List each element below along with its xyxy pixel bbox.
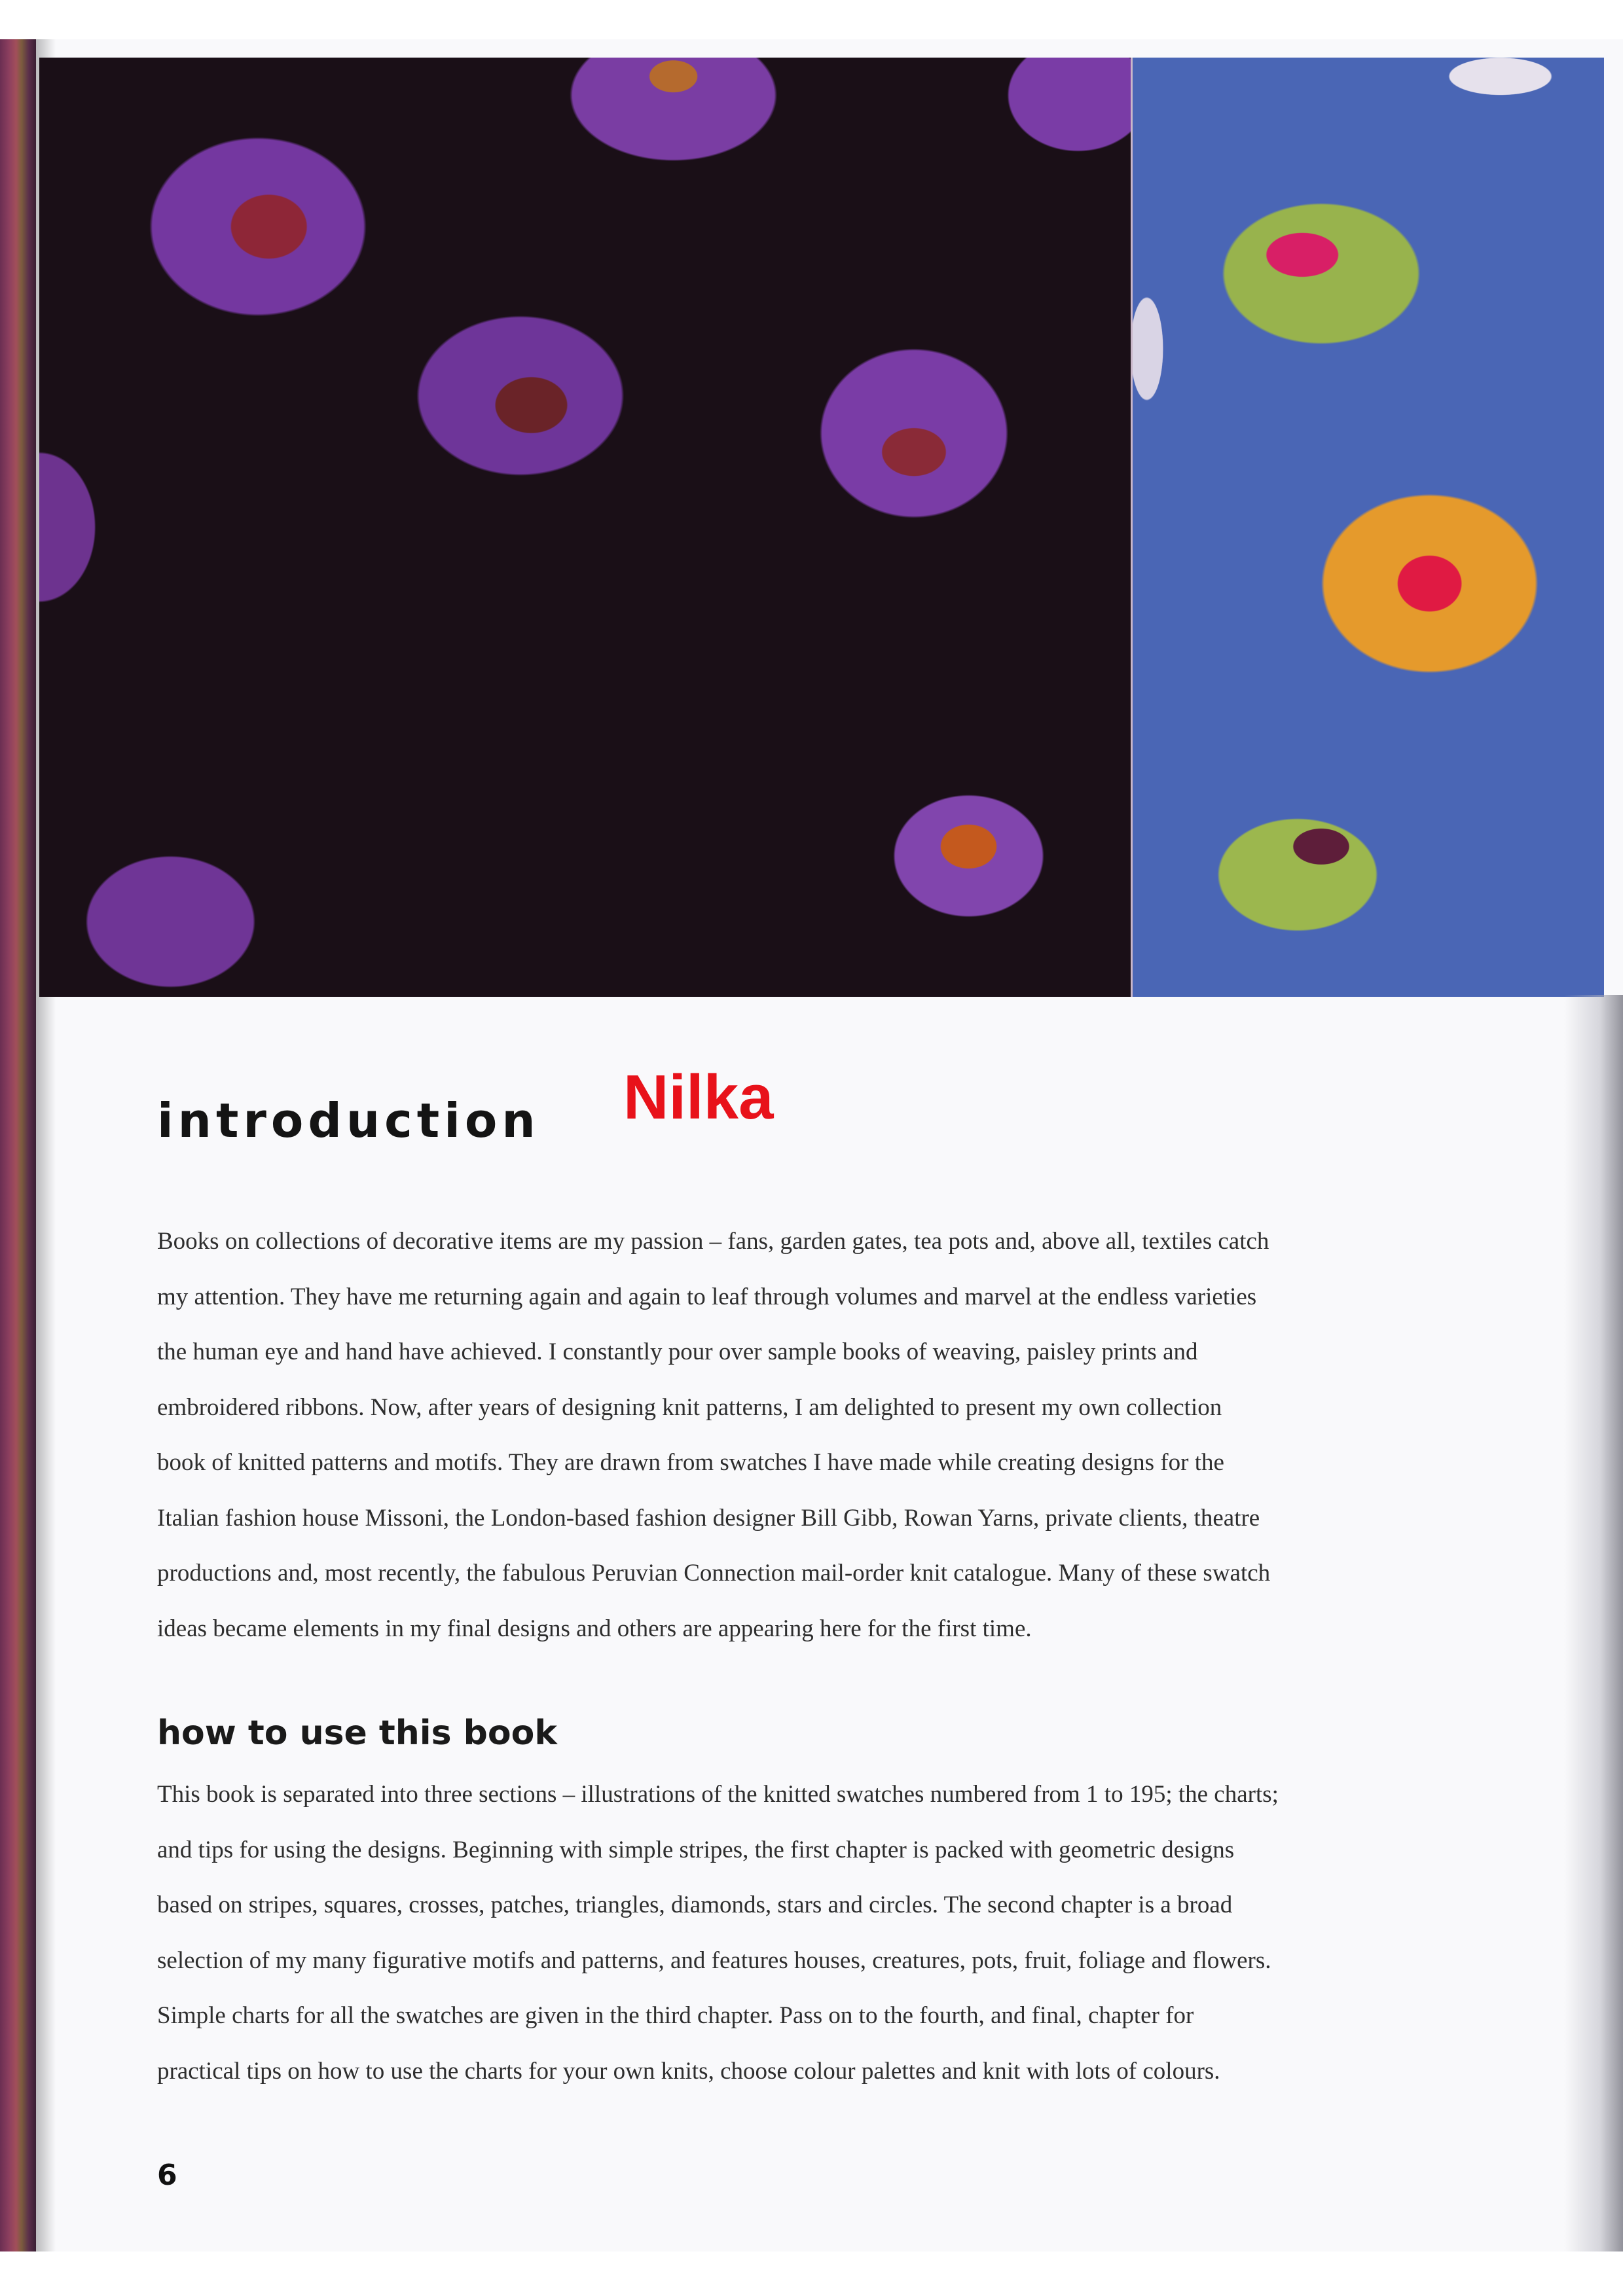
paragraph-line: based on stripes, squares, crosses, patches, triangles, diamonds, stars and circles. The second chapter is a broad <box>157 1892 1233 1918</box>
subheading-how-to-use: how to use this book <box>157 1713 557 1753</box>
paragraph-line: and tips for using the designs. Beginning with simple stripes, the first chapter is packed with geometric designs <box>157 1836 1235 1863</box>
section-heading-introduction: introduction <box>157 1093 540 1148</box>
how-to-use-paragraph <box>157 1767 1571 2099</box>
paragraph-line: Italian fashion house Missoni, the London-based fashion designer Bill Gibb, Rowan Yarns, private clients, theatre <box>157 1504 1260 1532</box>
introduction-paragraph <box>157 1214 1571 1657</box>
paragraph-line: Books on collections of decorative items are my passion – fans, garden gates, tea pots and, above all, textiles catch <box>157 1228 1269 1255</box>
paragraph-line: practical tips on how to use the charts for your own knits, choose colour palettes and knit with lots of colours. <box>157 2057 1220 2085</box>
paragraph-line: embroidered ribbons. Now, after years of designing knit patterns, I am delighted to present my own collection <box>157 1393 1222 1421</box>
paragraph-line: ideas became elements in my final designs and others are appearing here for the first time. <box>157 1615 1032 1642</box>
paragraph-line: book of knitted patterns and motifs. They are drawn from swatches I have made while creating designs for the <box>157 1449 1224 1476</box>
book-spine <box>0 39 36 2251</box>
paragraph-line: This book is separated into three sections – illustrations of the knitted swatches numbered from 1 to 195; the charts; <box>157 1781 1279 1808</box>
page-number: 6 <box>157 2159 177 2192</box>
paragraph-line: the human eye and hand have achieved. I constantly pour over sample books of weaving, paisley prints and <box>157 1338 1198 1365</box>
paragraph-line: my attention. They have me returning again and again to leaf through volumes and marvel at the endless varieties <box>157 1283 1257 1310</box>
knit-swatch-photo-purple-circles <box>39 58 1133 997</box>
watermark-stamp: Nilka <box>623 1062 774 1132</box>
knit-swatch-photo-multicolour-circles <box>1133 58 1604 997</box>
page-curl-shadow <box>1564 995 1623 2251</box>
paragraph-line: Simple charts for all the swatches are given in the third chapter. Pass on to the fourth, and final, chapter for <box>157 2002 1194 2029</box>
paragraph-line: selection of my many figurative motifs and patterns, and features houses, creatures, pots, fruit, foliage and flowers. <box>157 1946 1271 1974</box>
paragraph-line: productions and, most recently, the fabulous Peruvian Connection mail-order knit catalogue. Many of these swatch <box>157 1560 1271 1587</box>
